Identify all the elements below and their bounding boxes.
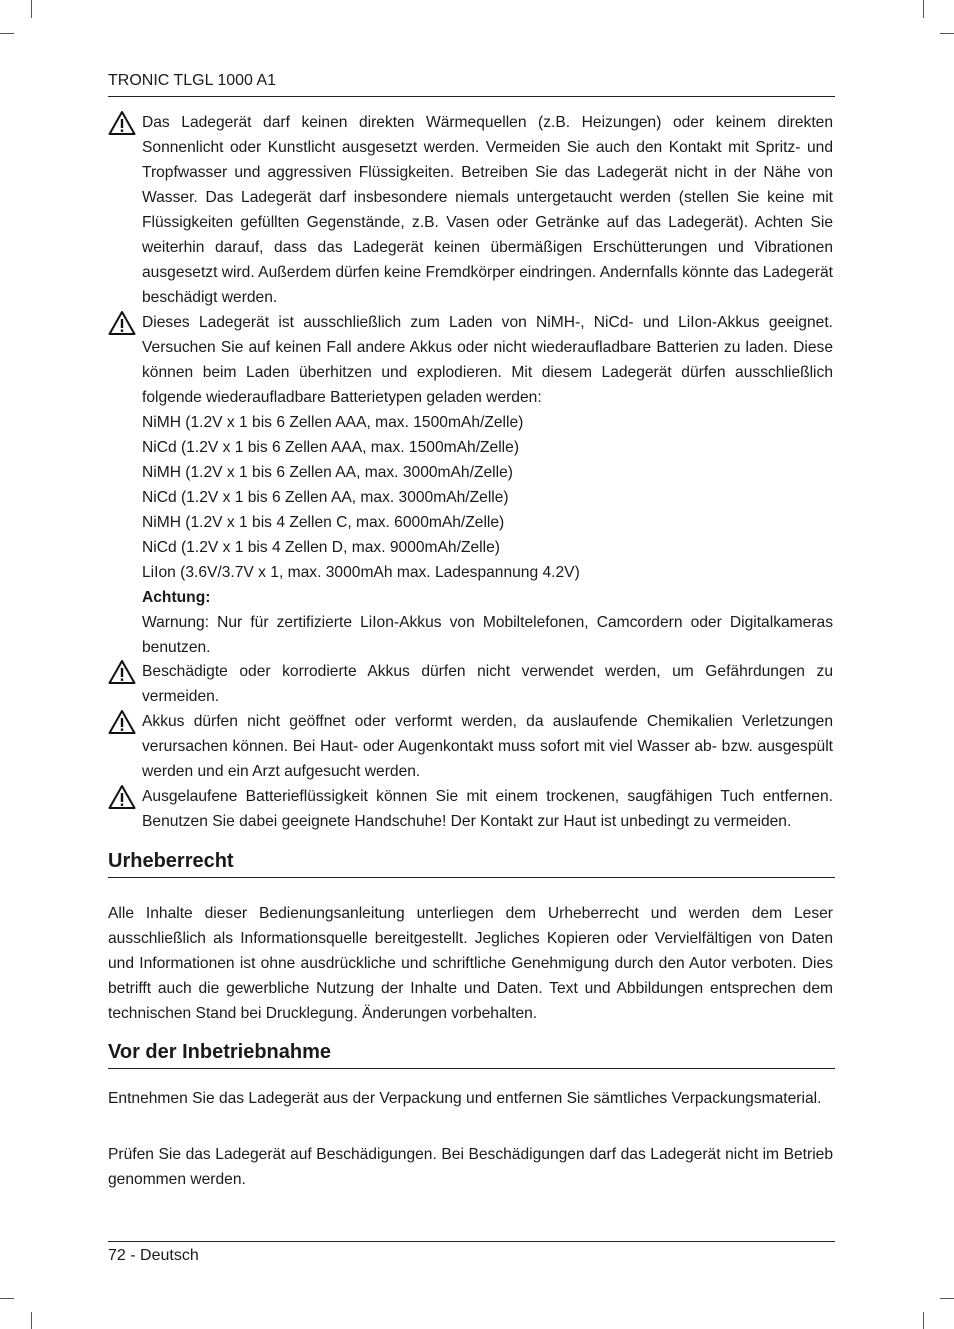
warning-item bbox=[108, 709, 833, 784]
battery-type-item: NiMH (1.2V x 1 bis 6 Zellen AAA, max. 1500mAh/Zelle) bbox=[142, 414, 524, 431]
crop-mark bbox=[940, 1298, 954, 1299]
section-heading: Urheberrecht bbox=[108, 850, 835, 878]
battery-type-item: NiCd (1.2V x 1 bis 6 Zellen AA, max. 3000mAh/Zelle) bbox=[142, 489, 509, 506]
section-body bbox=[108, 901, 833, 1026]
warning-icon bbox=[108, 310, 138, 336]
crop-mark bbox=[940, 33, 954, 34]
crop-mark bbox=[923, 1312, 924, 1329]
paragraph: Alle Inhalte dieser Bedienungsanleitung unterliegen dem Urheberrecht und werden dem Leser ausschließlich als Informationsquelle bereitgestellt. Jegliches Kopieren oder Vervielfältigen von Daten und Informationen ist ohne ausdrückliche und schriftliche Genehmigung durch den Autor verboten. Dies betrifft auch die gewerbliche Nutzung der Inhalte und Daten. Text und Abbildungen entsprechen dem technischen Stand bei Drucklegung. Änderungen vorbehalten. bbox=[108, 905, 833, 1022]
page-footer bbox=[108, 1241, 835, 1265]
paragraph: Entnehmen Sie das Ladegerät aus der Verpackung und entfernen Sie sämtliches Verpackungsmaterial. bbox=[108, 1090, 822, 1107]
warning-text: Das Ladegerät darf keinen direkten Wärmequellen (z.B. Heizungen) oder keinem direkten Sonnenlicht oder Kunstlicht ausgesetzt werden. Vermeiden Sie auch den Kontakt mit Spritz- und Tropfwasser und aggressiven Flüssigkeiten. Betreiben Sie das Ladegerät nicht in der Nähe von Wasser. Das Ladegerät darf insbesondere niemals untergetaucht werden (stellen Sie keine mit Flüssigkeiten gefüllten Gegenstände, z.B. Vasen oder Getränke auf das Ladegerät). Achten Sie weiterhin darauf, dass das Ladegerät keinen übermäßigen Erschütterungen und Vibrationen ausgesetzt wird. Außerdem dürfen keine Fremdkörper eindringen. Andernfalls könnte das Ladegerät beschädigt werden. bbox=[142, 114, 833, 306]
document-title: TRONIC TLGL 1000 A1 bbox=[108, 72, 277, 89]
warning-icon bbox=[108, 709, 138, 735]
warning-text: Ausgelaufene Batterieflüssigkeit können Sie mit einem trockenen, saugfähigen Tuch entfernen. Benutzen Sie dabei geeignete Handschuhe! Der Kontakt zur Haut ist unbedingt zu vermeiden. bbox=[142, 788, 833, 830]
warning-text: Dieses Ladegerät ist ausschließlich zum Laden von NiMH-, NiCd- und LiIon-Akkus geeignet. Versuchen Sie auf keinen Fall andere Akkus oder nicht wiederaufladbare Batterien zu laden. Diese können beim Laden überhitzen und explodieren. Mit diesem Ladegerät dürfen ausschließlich folgende wiederaufladbare Batterietypen geladen werden: bbox=[142, 314, 833, 406]
warning-text: Beschädigte oder korrodierte Akkus dürfen nicht verwendet werden, um Gefährdungen zu vermeiden. bbox=[142, 663, 833, 705]
attention-text: Warnung: Nur für zertifizierte LiIon-Akkus von Mobiltelefonen, Camcordern oder Digitalkameras benutzen. bbox=[142, 614, 833, 656]
battery-type-item: NiCd (1.2V x 1 bis 6 Zellen AAA, max. 1500mAh/Zelle) bbox=[142, 439, 520, 456]
warning-text: Akkus dürfen nicht geöffnet oder verformt werden, da auslaufende Chemikalien Verletzungen verursachen können. Bei Haut- oder Augenkontakt muss sofort mit viel Wasser ab- bzw. ausgespült werden und ein Arzt aufgesucht werden. bbox=[142, 713, 833, 780]
section-body bbox=[108, 1086, 833, 1111]
crop-mark bbox=[923, 0, 924, 18]
warning-item bbox=[108, 784, 833, 834]
battery-type-item: NiCd (1.2V x 1 bis 4 Zellen D, max. 9000mAh/Zelle) bbox=[142, 539, 500, 556]
warning-icon bbox=[108, 659, 138, 685]
page-number: 72 - Deutsch bbox=[108, 1247, 199, 1264]
crop-mark bbox=[0, 1298, 14, 1299]
warning-icon bbox=[108, 110, 138, 136]
crop-mark bbox=[0, 33, 14, 34]
warning-item bbox=[108, 110, 833, 310]
warning-item bbox=[108, 659, 833, 709]
section-heading: Vor der Inbetriebnahme bbox=[108, 1041, 835, 1069]
battery-type-item: NiMH (1.2V x 1 bis 4 Zellen C, max. 6000mAh/Zelle) bbox=[142, 514, 505, 531]
battery-type-item: LiIon (3.6V/3.7V x 1, max. 3000mAh max. Ladespannung 4.2V) bbox=[142, 564, 580, 581]
page-header bbox=[108, 70, 835, 97]
battery-type-list bbox=[142, 410, 833, 660]
crop-mark bbox=[31, 0, 32, 18]
battery-type-item: NiMH (1.2V x 1 bis 6 Zellen AA, max. 3000mAh/Zelle) bbox=[142, 464, 513, 481]
paragraph: Prüfen Sie das Ladegerät auf Beschädigungen. Bei Beschädigungen darf das Ladegerät nicht im Betrieb genommen werden. bbox=[108, 1146, 833, 1188]
warning-item bbox=[108, 310, 833, 660]
warning-icon bbox=[108, 784, 138, 810]
section-body bbox=[108, 1142, 833, 1192]
crop-mark bbox=[31, 1312, 32, 1329]
attention-label: Achtung: bbox=[142, 589, 211, 606]
